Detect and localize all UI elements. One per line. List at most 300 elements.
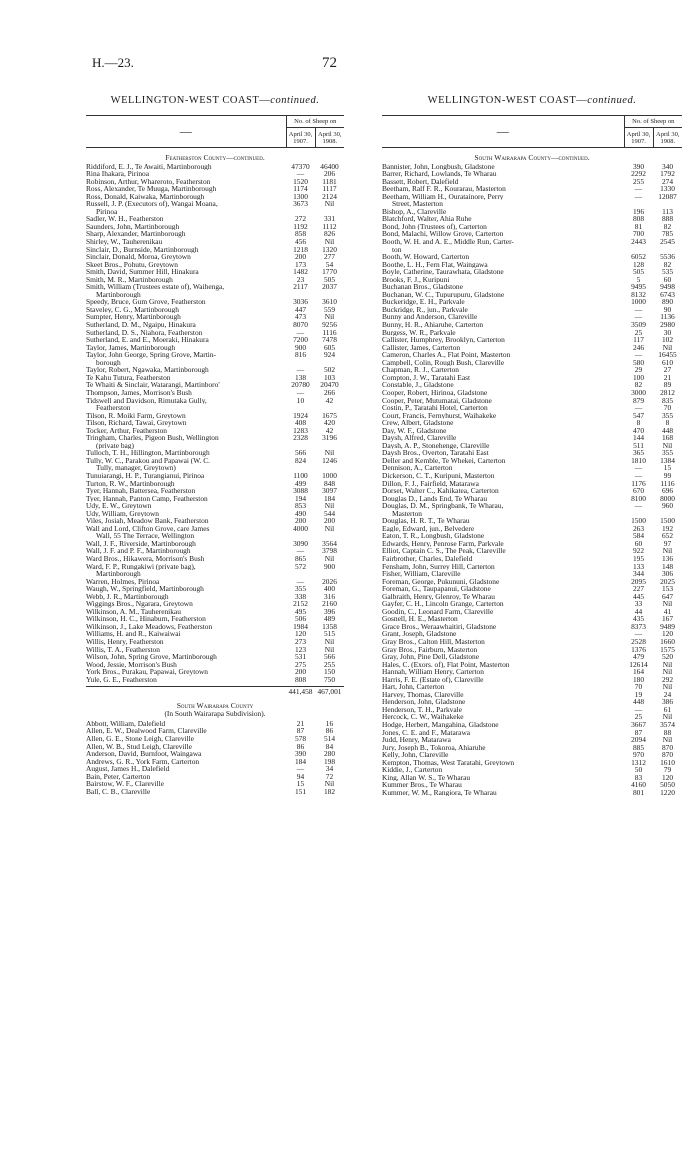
year-1907-heading: April 30, 1907. [624, 128, 653, 148]
sheep-1907-cell: 1376 [631, 644, 646, 654]
sheep-1908-cell: 1320 [322, 244, 337, 254]
sheep-1908-cell: 696 [661, 486, 674, 496]
owner-cell: Sinclair, Donald, Moroa, Greytown [86, 253, 191, 261]
sheep-1907-cell: 1192 [293, 221, 308, 231]
total-1908: 467,001 [317, 687, 342, 697]
owner-cell: Udy, E. W., Greytown [86, 502, 152, 510]
sheep-1907-cell: 117 [633, 335, 644, 345]
sheep-1907-cell: 670 [632, 486, 645, 496]
sheep-1907-cell: 1174 [293, 184, 308, 194]
sheep-1907-cell: 8 [636, 418, 641, 428]
table-row [86, 540, 344, 548]
sheep-1908-cell: 870 [661, 742, 674, 752]
owner-cell: Wilkinson, J., Lake Meadows, Featherston [86, 622, 213, 631]
document-reference: H.—23. [92, 55, 134, 70]
sheep-1908-cell: 2124 [322, 191, 337, 201]
owner-cell: Harvey, Thomas, Clareville [382, 690, 464, 699]
sheep-1908-cell: Nil [662, 342, 673, 352]
sheep-1907-cell: 263 [632, 523, 645, 533]
sheep-1908-cell: 82 [663, 221, 672, 231]
sheep-1908-cell: 355 [661, 448, 674, 458]
owner-cell: Abbott, William, Dalefield [86, 719, 166, 728]
total-row [86, 686, 344, 696]
sheep-1907-cell: 133 [632, 561, 645, 571]
year-1907-heading: April 30, 1907. [286, 128, 315, 148]
owner-cell: borough [96, 358, 121, 367]
table-header [86, 115, 344, 148]
sheep-1908-cell: 610 [661, 357, 674, 367]
owner-cell: Burgess, W. R., Parkvale [382, 328, 456, 337]
sheep-1907-cell: — [296, 546, 305, 556]
sheep-1907-cell: 922 [632, 546, 645, 556]
sheep-1908-cell: 1000 [322, 470, 337, 480]
owner-cell: Sadler, W. H., Featherston [86, 215, 164, 223]
sheep-1908-cell: 20470 [320, 380, 339, 390]
owner-cell: (private bag) [96, 441, 134, 450]
sheep-1907-cell: 447 [294, 304, 307, 314]
owner-cell: ton [392, 245, 402, 254]
owner-cell: Jones, C. E. and F., Matarawa [382, 728, 471, 737]
sheep-1908-cell: Nil [662, 599, 673, 609]
sheep-1907-cell: 44 [634, 606, 643, 616]
sheep-1907-cell: 578 [294, 734, 307, 744]
sheep-1908-cell: 274 [661, 176, 674, 186]
owner-cell: Galbraith, Henry, Glenroy, Te Wharau [382, 592, 495, 601]
owner-cell: Douglas, D. M., Springbank, Te Wharau, [382, 502, 504, 510]
owner-cell: Tilson, Richard, Tawai, Greytown [86, 419, 187, 427]
table-row [86, 397, 344, 405]
table-row [86, 389, 344, 397]
owner-cell: Daysh, A. P., Stonehenge, Clareville [382, 441, 490, 450]
sheep-1908-cell: 2812 [660, 387, 675, 397]
owner-cell: Te Kahu Tutura, Featherston [86, 373, 171, 382]
sheep-1907-cell: 344 [632, 569, 645, 579]
sheep-1907-cell: 479 [632, 652, 645, 662]
table-row [86, 434, 344, 442]
owner-cell: Thompson, James, Morrison's Bush [86, 388, 192, 397]
owner-cell: Andrews, G. R., York Farm, Carterton [86, 757, 200, 766]
owner-cell: Tully, W. C., Parakou and Papawai (W. C. [86, 456, 210, 465]
sheep-1908-cell: 79 [663, 765, 672, 775]
owner-cell: Turton, R. W., Martinborough [86, 479, 175, 488]
sheep-1908-cell: Nil [324, 448, 335, 458]
table-row [86, 788, 344, 796]
table-row [86, 163, 344, 171]
owner-cell: Hercock, C. W., Waihakeke [382, 713, 464, 722]
sheep-1908-cell: 652 [661, 531, 674, 541]
sheep-1907-cell: 70 [634, 682, 643, 692]
owner-cell: Dennison, A., Carterton [382, 464, 453, 472]
sheep-1907-cell: 20780 [291, 380, 310, 390]
sheep-1908-cell: 27 [663, 365, 672, 375]
sheep-1908-cell: 785 [661, 229, 674, 239]
sheep-1907-cell: 580 [632, 357, 645, 367]
row-list [382, 163, 682, 797]
sheep-1908-cell: Nil [324, 199, 335, 209]
sheep-1908-cell: Nil [324, 644, 335, 654]
sheep-1908-cell: 41 [663, 606, 672, 616]
sheep-1908-cell: 60 [663, 274, 672, 284]
owner-cell: Gosnell, H. E., Masterton [382, 615, 458, 623]
dash-heading: — [86, 116, 286, 148]
sheep-1908-cell: 3564 [322, 538, 337, 548]
owner-cell: Wilkinson, H. C., Hinaburn, Featherston [86, 615, 206, 623]
owner-cell: Beetham, William H., Ouratainore, Perry [382, 192, 504, 201]
sheep-1908-cell: 89 [663, 380, 672, 390]
sheep-1908-cell: 16 [325, 718, 334, 728]
column-title [86, 95, 344, 111]
section-heading: South Wairarapa County [176, 700, 254, 710]
sheep-1908-cell: 1675 [322, 410, 337, 420]
sheep-1908-cell: 2980 [660, 320, 675, 330]
sheep-1907-cell: 8070 [293, 320, 308, 330]
table-row [86, 359, 344, 367]
owner-cell: Allen, W. B., Stud Leigh, Clareville [86, 742, 192, 751]
owner-cell: Taylor, Robert, Ngawaka, Martinborough [86, 366, 209, 374]
sheep-1907-cell: 853 [294, 501, 307, 511]
sheep-1907-cell: 505 [632, 267, 645, 277]
sheep-1908-cell: Nil [324, 523, 335, 533]
owner-cell: Bain, Peter, Carterton [86, 772, 151, 781]
sheep-1907-cell: 2117 [293, 282, 308, 292]
sheep-1908-cell: Nil [324, 637, 335, 646]
owner-cell: Wall, 55 The Terrace, Wellington [96, 532, 195, 540]
sheep-1908-cell: Nil [662, 667, 673, 677]
owner-cell: Sutherland, D. M., Ngaipu, Hinakura [86, 321, 196, 329]
sheep-1907-cell: 3090 [293, 538, 308, 548]
sheep-1908-cell: 535 [661, 267, 674, 277]
owner-cell: Hart, John, Carterton [382, 683, 445, 691]
sheep-1907-cell: 824 [294, 455, 307, 465]
owner-cell: Gray Bros., Fairburn, Masterton [382, 645, 478, 654]
sheep-1907-cell: 2292 [631, 169, 646, 179]
table-row [86, 773, 344, 781]
owner-cell: Constable, J., Gladstone [382, 381, 454, 389]
sheep-1907-cell: 511 [633, 440, 644, 450]
table-row [86, 283, 344, 291]
sheep-1907-cell: 12614 [629, 659, 648, 669]
owner-cell: August, James H., Dalefield [86, 765, 170, 773]
sheep-1907-cell: — [634, 463, 643, 473]
owner-cell: Dorset, Walter C., Kahikatea, Carterton [382, 487, 499, 495]
owner-cell: Hodge, Herbert, Mangahina, Gladstone [382, 721, 499, 729]
sheep-1908-cell: Nil [662, 440, 673, 450]
owner-cell: Bannister, John, Longbush, Gladstone [382, 162, 495, 171]
sheep-1907-cell: 94 [296, 771, 305, 781]
owner-cell: Sutherland, D. S., Niahora, Featherston [86, 328, 203, 337]
section-subheading: (In South Wairarapa Subdivision). [164, 709, 266, 719]
owner-cell: Brooks, F. J., Kuripuni [382, 275, 450, 284]
sheep-1908-cell: 355 [661, 410, 674, 420]
owner-cell: Allen, G. E., Stone Leigh, Clareville [86, 735, 194, 743]
sheep-1907-cell: 1100 [293, 470, 308, 480]
sheep-1907-cell: 390 [294, 749, 307, 759]
owner-cell: Ball, C. B., Clareville [86, 787, 151, 796]
owner-cell: Shirley, W., Tauherenikau [86, 238, 163, 246]
owner-cell: Eagle, Edward, jun., Belvedere [382, 524, 475, 533]
owner-cell: Viles, Josiah, Meadow Bank, Featherston [86, 517, 209, 525]
owner-cell: Beetham, Ralf F. R., Kourarau, Masterton [382, 185, 506, 193]
owner-cell: Masterton [392, 509, 422, 518]
owner-cell: Yule, G. E., Featherston [86, 675, 157, 684]
owner-cell: Booth, W. H. and A. E., Middle Run, Carter- [382, 238, 514, 246]
sheep-1907-cell: 3673 [293, 199, 308, 209]
owner-cell: Chapman, R. J., Carterton [382, 366, 459, 374]
owner-cell: Martinborough [96, 570, 141, 578]
owner-cell: Fensham, John, Surrey Hill, Carterton [382, 562, 495, 571]
sheep-1907-cell: 1312 [631, 757, 646, 767]
sheep-1907-cell: — [296, 365, 305, 375]
sheep-1908-cell: 9498 [660, 282, 675, 292]
owner-cell: Dickerson, C. T., Kuripuni, Masterton [382, 471, 495, 480]
owner-cell: Henderson, John, Gladstone [382, 698, 466, 706]
owner-cell: Kummer Bros., Te Wharau [382, 781, 462, 789]
owner-cell: Te Whaiti & Sinclair, Watarangi, Martinboro' [86, 381, 220, 389]
sheep-1908-cell: 1246 [322, 455, 337, 465]
total-1907: 441,458 [288, 687, 313, 697]
owner-cell: King, Allan W. S., Te Wharau [382, 773, 471, 782]
sheep-1907-cell: 123 [294, 644, 307, 654]
sheep-1908-cell: 88 [663, 727, 672, 737]
sheep-1907-cell: 885 [632, 742, 645, 752]
owner-cell: Cameron, Charles A., Flat Point, Masterton [382, 351, 511, 359]
page-header [0, 55, 700, 75]
sheep-1907-cell: 1924 [293, 410, 308, 420]
sheep-1907-cell: 10 [296, 395, 305, 405]
sheep-1908-cell: 54 [325, 259, 334, 269]
owner-cell: Fairbrother, Charles, Dalefield [382, 554, 473, 563]
owner-cell: Grace Bros., Weraawhaitiri, Gladstone [382, 622, 497, 631]
sheep-1908-cell: 1136 [660, 312, 675, 322]
sheep-1908-cell: 870 [661, 750, 674, 760]
sheep-1907-cell: 470 [632, 425, 645, 435]
sheep-1908-cell: 340 [661, 161, 674, 171]
sheep-1908-cell: 42 [325, 425, 334, 435]
owner-cell: Bunny and Anderson, Clareville [382, 313, 478, 322]
sheep-1907-cell: — [296, 764, 305, 774]
owner-cell: Jury, Joseph B., Tokoroa, Ahiaruhe [382, 743, 486, 752]
sheep-1908-cell: 544 [323, 508, 336, 518]
sheep-1907-cell: 82 [634, 380, 643, 390]
sheep-1908-cell: 192 [661, 523, 674, 533]
sheep-1908-cell: 136 [661, 553, 674, 563]
sheep-1907-cell: — [634, 191, 643, 201]
sheep-1907-cell: 195 [632, 553, 645, 563]
owner-cell: Daysh, Alfred, Clareville [382, 434, 457, 442]
sheep-1907-cell: 3036 [293, 297, 308, 307]
sheep-1907-cell: 531 [294, 652, 307, 662]
owner-cell: Court, Francis, Fernyhurst, Waihakeke [382, 411, 497, 420]
sheep-1907-cell: 128 [632, 259, 645, 269]
owner-cell: Udy, William, Greytown [86, 509, 159, 518]
sheep-1908-cell: 1660 [660, 637, 675, 646]
sheep-1908-cell: 7478 [322, 335, 337, 345]
sheep-1907-cell: 2094 [631, 735, 646, 745]
sheep-1907-cell: 1810 [631, 455, 646, 465]
owner-cell: Williams, H. and R., Kaiwaiwai [86, 630, 181, 638]
owner-cell: Smith, M. R., Martinborough [86, 275, 173, 284]
sheep-1907-cell: 194 [294, 493, 307, 503]
sheep-1908-cell: 316 [323, 591, 336, 601]
owner-cell: Costin, P., Taratahi Hotel, Carterton [382, 404, 488, 412]
owner-cell: Russell, J. P. (Executors of), Wangai Moana, [86, 200, 218, 208]
sheep-1907-cell: 1218 [293, 244, 308, 254]
sheep-1907-cell: 3000 [631, 387, 646, 397]
sheep-1907-cell: 86 [296, 741, 305, 751]
sheep-1908-cell: Nil [662, 712, 673, 722]
sheep-1908-cell: 559 [323, 304, 336, 314]
sheep-1908-cell: 3574 [660, 720, 675, 730]
owner-cell: Allen, E. W., Dealwood Farm, Clareville [86, 727, 207, 736]
owner-cell: Edwards, Henry, Penrose Farm, Parkvale [382, 539, 504, 548]
sheep-1907-cell: 275 [294, 659, 307, 669]
sheep-1908-cell: 16455 [658, 350, 677, 360]
sheep-1907-cell: 572 [294, 561, 307, 571]
owner-cell: Campbell, Colin, Rough Bush, Clareville [382, 358, 505, 367]
sheep-1907-cell: 547 [632, 410, 645, 420]
sheep-1907-cell: 19 [634, 689, 643, 699]
title-text: WELLINGTON-WEST COAST— [110, 95, 271, 106]
sheep-1908-cell: 835 [661, 395, 674, 405]
sheep-1907-cell: 87 [296, 726, 305, 736]
owner-cell: Taylor, John George, Spring Grove, Martin- [86, 351, 217, 359]
sheep-1908-cell: 103 [323, 372, 336, 382]
sheep-1908-cell: 1792 [660, 169, 675, 179]
owner-cell: Harris, F. E. (Estate of), Clareville [382, 675, 484, 684]
sheep-1908-cell: 1117 [322, 184, 337, 194]
sheep-1908-cell: 520 [661, 652, 674, 662]
sheep-1907-cell: 1000 [631, 297, 646, 307]
sheep-1908-cell: 61 [663, 704, 672, 714]
sheep-1908-cell: 70 [663, 403, 672, 413]
sheep-1907-cell: 2528 [631, 637, 646, 646]
sheep-1908-cell: 1116 [660, 478, 675, 488]
sheep-1907-cell: 5 [636, 274, 641, 284]
owner-cell: Webb, J. R., Martinborough [86, 592, 169, 601]
sheep-1908-cell: 153 [661, 584, 674, 594]
sheep-1907-cell: 584 [632, 531, 645, 541]
sheep-1907-cell: 2328 [293, 433, 308, 443]
sheep-1907-cell: 173 [294, 259, 307, 269]
sheep-1908-cell: 34 [325, 764, 334, 774]
owner-cell: Goodin, C., Leonard Farm, Clareville [382, 607, 494, 616]
owner-cell: Riddiford, E. J., Te Awaiti, Martinborough [86, 162, 212, 171]
owner-cell: Boothe, L. H., Fern Flat, Waingawa [382, 260, 488, 269]
sheep-1908-cell: 514 [323, 734, 336, 744]
owner-cell: Bishop, A., Clareville [382, 207, 447, 216]
table-row [86, 525, 344, 533]
sheep-1908-cell: 924 [323, 350, 336, 360]
sheep-1908-cell: 1330 [660, 184, 675, 194]
sheep-1908-cell: Nil [662, 546, 673, 556]
sheep-1907-cell: — [296, 327, 305, 337]
owner-cell: Cooper, Peter, Mutumatai, Gladstone [382, 396, 492, 405]
sheep-1907-cell: 8373 [631, 621, 646, 631]
sheep-1908-cell: 647 [661, 591, 674, 601]
table-row [86, 381, 344, 389]
owner-cell: Barrer, Richard, Lowlands, Te Wharau [382, 170, 497, 178]
sheep-1908-cell: 9256 [322, 320, 337, 330]
owner-cell: Foreman, George, Pukununi, Gladstone [382, 577, 500, 586]
owner-cell: Bond, John (Trustees of), Carterton [382, 222, 487, 231]
owner-cell: Wilkinson, A. M., Tauherenikau [86, 607, 181, 616]
owner-cell: Boyle, Catherine, Taurawhata, Gladstone [382, 268, 504, 276]
sheep-1908-cell: 148 [661, 561, 674, 571]
sheep-1908-cell: 420 [323, 418, 336, 428]
sheep-1908-cell: 8 [665, 418, 670, 428]
sheep-1908-cell: 280 [323, 749, 336, 759]
sheep-1907-cell: 81 [634, 221, 643, 231]
sheep-1908-cell: 15 [663, 463, 672, 473]
sheep-1908-cell: 890 [661, 297, 674, 307]
sheep-1908-cell: 489 [323, 614, 336, 624]
sheep-1907-cell: 506 [294, 614, 307, 624]
sheep-1907-cell: 120 [294, 629, 307, 639]
owner-cell: Taylor, James, Martinborough [86, 343, 176, 352]
title-text: WELLINGTON-WEST COAST— [427, 95, 588, 106]
sheep-1907-cell: — [634, 403, 643, 413]
sheep-1907-cell: 490 [294, 508, 307, 518]
sheep-1908-cell: 2025 [660, 576, 675, 586]
sheep-1908-cell: 1116 [322, 327, 337, 337]
sheep-1907-cell: 8132 [631, 289, 646, 299]
sheep-1907-cell: 1500 [631, 516, 646, 526]
sheep-1907-cell: 1283 [293, 425, 308, 435]
sheep-1907-cell: 83 [634, 772, 643, 782]
table-row [86, 321, 344, 329]
owner-cell: Bairstow, W. F., Clareville [86, 780, 164, 788]
sheep-1907-cell: — [296, 169, 305, 179]
sheep-1907-cell: 1300 [293, 191, 308, 201]
sheep-1908-cell: 3610 [322, 297, 337, 307]
sheep-1908-cell: 5050 [660, 780, 675, 790]
owner-cell: Kummer, W. M., Rangiora, Te Wharau [382, 788, 497, 797]
sheep-1907-cell: 2152 [293, 599, 308, 609]
sheep-1908-cell: 2160 [322, 599, 337, 609]
sheep-1908-cell: 502 [323, 365, 336, 375]
owner-cell: Buckridge, R., jun., Parkvale [382, 305, 468, 314]
owner-cell: Tidswell and Davidson, Rimutaka Gully, [86, 396, 207, 405]
owner-cell: Grant, Joseph, Gladstone [382, 630, 457, 638]
owner-cell: Tocker, Arthur, Featherston [86, 426, 167, 435]
sheep-1908-cell: 1610 [660, 757, 675, 767]
sheep-1908-cell: 566 [323, 652, 336, 662]
sheep-1907-cell: 184 [294, 756, 307, 766]
sheep-1907-cell: 499 [294, 478, 307, 488]
sheep-1907-cell: 272 [294, 214, 307, 224]
table-row [86, 351, 344, 359]
owner-cell: Douglas, H. R. T., Te Wharau [382, 517, 470, 525]
sheep-1908-cell: Nil [324, 312, 335, 322]
sheep-1908-cell: 113 [662, 206, 673, 216]
sheep-1907-cell: 25 [634, 327, 643, 337]
sheep-1907-cell: 445 [632, 591, 645, 601]
row-list [86, 720, 344, 795]
table-row [86, 758, 344, 766]
table-row [86, 720, 344, 728]
title-italic: continued. [587, 95, 637, 106]
sheep-1908-cell: 2026 [322, 576, 337, 586]
sheep-1907-cell: 200 [294, 667, 307, 677]
sheep-1907-cell: 87 [634, 727, 643, 737]
table-row [86, 563, 344, 571]
table-row [86, 735, 344, 743]
sheep-1908-cell: Nil [324, 501, 335, 511]
owner-cell: Wall, J. F. and P. F., Martinborough [86, 547, 191, 555]
owner-cell: Tulloch, T. H., Hillington, Martinborough [86, 449, 210, 457]
owner-cell: Gray Bros., Calton Hill, Masterton [382, 638, 485, 646]
sheep-1908-cell: 97 [663, 538, 672, 548]
